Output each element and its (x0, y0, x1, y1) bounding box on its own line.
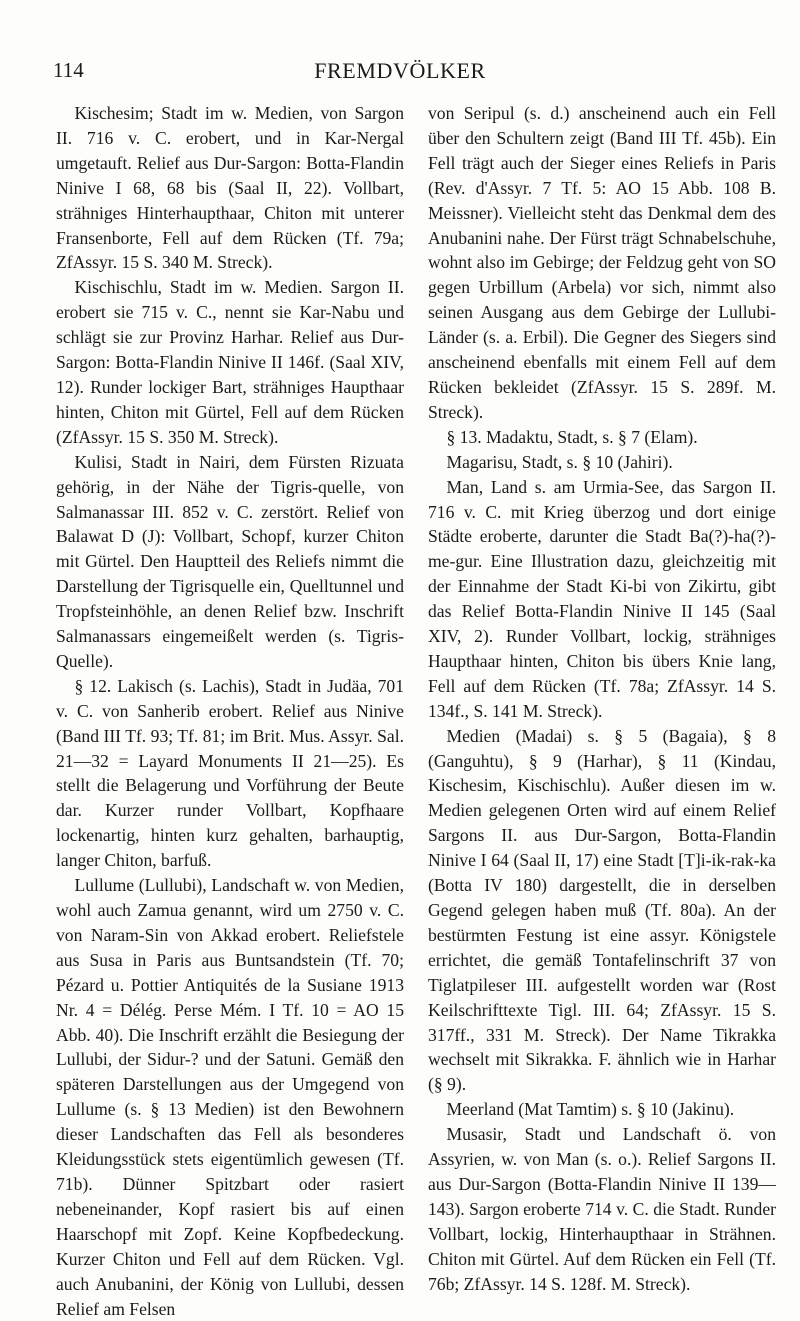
entry-continuation: von Seripul (s. d.) anscheinend auch ein Fell über den Schultern zeigt (Band III Tf. 45b). Ein Fell trägt auch der Sieger eines Reliefs in Paris (Rev. d'Assyr. 7 Tf. 5: AO 15 Abb. 108 B. Meissner). Vielleicht steht das Denkmal dem des Anubanini nahe. Der Fürst trägt Schnabelschuhe, wohnt also im Gebirge; der Feldzug geht von SO gegen Urbillum (Arbela) vor sich, nimmt also seinen Ausgang aus dem Gebirge der Lullubi-Länder (s. a. Erbil). Die Gegner des Siegers sind anscheinend ebenfalls mit einem Fell auf dem Rücken bekleidet (ZfAssyr. 15 S. 289f. M. Streck). (428, 103, 776, 422)
page-header (0, 58, 800, 86)
entry-magarisu: Magarisu, Stadt, s. § 10 (Jahiri). (446, 451, 673, 472)
entry-lakisch: § 12. Lakisch (s. Lachis), Stadt in Judäa, 701 v. C. von Sanherib erobert. Relief aus Ninive (Band III Tf. 93; Tf. 81; im Brit. Mus. Assyr. Sal. 21—32 = Layard Monuments II 21—25). Es stellt die Belagerung und Vorführung der Beute dar. Kurzer runder Vollbart, Kopfhaare lockenartig, hinten kurz gehalten, barhauptig, langer Chiton, barfuß. (56, 675, 404, 871)
entry-kischischlu: Kischischlu, Stadt im w. Medien. Sargon II. erobert sie 715 v. C., nennt sie Kar-Nabu und schlägt sie zur Provinz Harhar. Relief aus Dur-Sargon: Botta-Flandin Ninive II 146f. (Saal XIV, 12). Runder lockiger Bart, strähniges Haupthaar hinten, Chiton mit Gürtel, Fell auf dem Rücken (ZfAssyr. 15 S. 350 M. Streck). (56, 277, 404, 447)
entry-man: Man, Land s. am Urmia-See, das Sargon II. 716 v. C. mit Krieg überzog und dort einige Städte eroberte, darunter die Stadt Ba(?)-ha(?)-me-gur. Eine Illustration dazu, gleichzeitig mit der Einnahme der Stadt Ki-bi von Zikirtu, gibt das Relief Botta-Flandin Ninive II 145 (Saal XIV, 2). Runder Vollbart, lockig, strähniges Haupthaar hinten, Chiton bis übers Knie lang, Fell auf dem Rücken (Tf. 78a; ZfAssyr. 14 S. 134f., S. 141 M. Streck). (428, 476, 776, 721)
left-column (56, 101, 404, 1321)
page-number: 114 (53, 58, 84, 82)
entry-medien: Medien (Madai) s. § 5 (Bagaia), § 8 (Ganguhtu), § 9 (Harhar), § 11 (Kindau, Kischesim, Kischischlu). Außer diesen im w. Medien gelegenen Orten wird auf einem Relief Sargons II. aus Dur-Sargon, Botta-Flandin Ninive I 64 (Saal II, 17) eine Stadt [T]i-ik-rak-ka (Botta IV 180) dargestellt, die in derselben Gegend gelegen haben muß (Tf. 80a). An der bestürmten Festung ist eine assyr. Königstele errichtet, die gemäß Tontafelinschrift 37 von Tiglatpileser III. aufgestellt worden war (Rost Keilschrifttexte Tigl. III. 64; ZfAssyr. 15 S. 317ff., 331 M. Streck). Der Name Tikrakka wechselt mit Sikrakka. F. ähnlich wie in Harhar (§ 9). (428, 725, 776, 1095)
entry-madaktu: § 13. Madaktu, Stadt, s. § 7 (Elam). (446, 426, 698, 447)
entry-kischesim: Kischesim; Stadt im w. Medien, von Sargon II. 716 v. C. erobert, und in Kar-Nergal umgetauft. Relief aus Dur-Sargon: Botta-Flandin Ninive I 68, 68 bis (Saal II, 22). Vollbart, strähniges Hinterhaupthaar, Chiton mit unterer Fransenborte, Fell auf dem Rücken (Tf. 79a; ZfAssyr. 15 S. 340 M. Streck). (56, 103, 404, 273)
entry-musasir: Musasir, Stadt und Landschaft ö. von Assyrien, w. von Man (s. o.). Relief Sargons II. aus Dur-Sargon (Botta-Flandin Ninive II 139—143). Sargon eroberte 714 v. C. die Stadt. Runder Vollbart, lockig, Hinterhaupthaar in Strähnen. Chiton mit Gürtel. Auf dem Rücken ein Fell (Tf. 76b; ZfAssyr. 14 S. 128f. M. Streck). (428, 1124, 776, 1294)
entry-kulisi: Kulisi, Stadt in Nairi, dem Fürsten Rizuata gehörig, in der Nähe der Tigris-quelle, von Salmanassar III. 852 v. C. zerstört. Relief von Balawat D (J): Vollbart, Schopf, kurzer Chiton mit Gürtel. Den Hauptteil des Reliefs nimmt die Darstellung der Tigrisquelle ein, Quelltunnel und Tropfsteinhöhle, an denen Relief bzw. Inschrift Salmanassars eingemeißelt werden (s. Tigris-Quelle). (56, 451, 404, 671)
running-title: FREMDVÖLKER (314, 58, 486, 83)
entry-meerland: Meerland (Mat Tamtim) s. § 10 (Jakinu). (446, 1099, 735, 1120)
entry-lullume: Lullume (Lullubi), Landschaft w. von Medien, wohl auch Zamua genannt, wird um 2750 v. C. von Naram-Sin von Akkad erobert. Reliefstele aus Susa in Paris aus Buntsandstein (Tf. 70; Pézard u. Pottier Antiquités de la Susiane 1913 Nr. 4 = Délég. Perse Mém. I Tf. 10 = AO 15 Abb. 40). Die Inschrift erzählt die Besiegung der Lullubi, der Sidur-? und der Satuni. Gemäß den späteren Darstellungen aus der Umgegend von Lullume (s. § 13 Medien) ist den Bewohnern dieser Landschaften das Fell als besonderes Kleidungsstück stets eigentümlich gewesen (Tf. 71b). Dünner Spitzbart oder rasiert nebeneinander, Kopf rasiert bis auf einen Haarschopf mit Zopf. Keine Kopfbedeckung. Kurzer Chiton und Fell auf dem Rücken. Vgl. auch Anubanini, der König von Lullubi, dessen Relief am Felsen (56, 875, 404, 1319)
right-column (428, 101, 776, 1297)
